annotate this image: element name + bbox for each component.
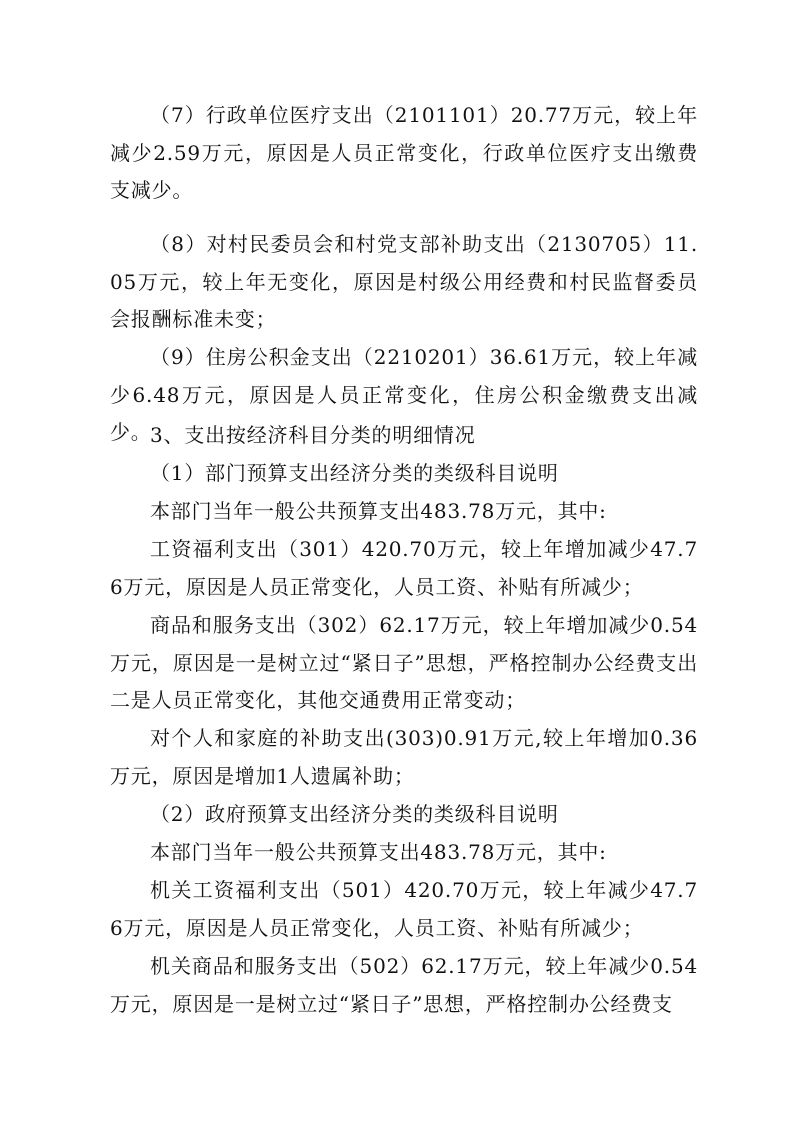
paragraph-salary-welfare: 工资福利支出（301）420.70万元，较上年增加减少47.76万元，原因是人员正常变化，人员工资、补贴有所减少； [110, 537, 698, 599]
subheading-department-budget: （1）部门预算支出经济分类的类级科目说明 [150, 461, 559, 485]
paragraph-department-total: 本部门当年一般公共预算支出483.78万元，其中: [150, 499, 607, 523]
paragraph-medical-expense: （7）行政单位医疗支出（2101101）20.77万元，较上年减少2.59万元，原因是人员正常变化，行政单位医疗支出缴费支减少。 [110, 103, 698, 202]
section-heading-economic-classification: 3、支出按经济科目分类的明细情况 [150, 423, 476, 447]
paragraph-government-total: 本部门当年一般公共预算支出483.78万元，其中: [150, 840, 607, 864]
subheading-government-budget: （2）政府预算支出经济分类的类级科目说明 [150, 802, 559, 826]
paragraph-agency-salary-welfare: 机关工资福利支出（501）420.70万元，较上年减少47.76万元，原因是人员正常变化，人员工资、补贴有所减少； [110, 878, 698, 940]
paragraph-agency-goods-services: 机关商品和服务支出（502）62.17万元，较上年减少0.54万元，原因是一是树立过“紧日子”思想，严格控制办公经费支 [110, 954, 698, 1016]
paragraph-housing-fund: （9）住房公积金支出（2210201）36.61万元，较上年减少6.48万元，原因是人员正常变化，住房公积金缴费支出减少。 [110, 345, 698, 444]
paragraph-family-subsidy: 对个人和家庭的补助支出(303)0.91万元,较上年增加0.36万元，原因是增加1人遗属补助； [110, 726, 698, 788]
paragraph-goods-services: 商品和服务支出（302）62.17万元，较上年增加减少0.54万元，原因是一是树立过“紧日子”思想，严格控制办公经费支出二是人员正常变化，其他交通费用正常变动； [110, 613, 698, 712]
paragraph-village-committee-subsidy: （8）对村民委员会和村党支部补助支出（2130705）11.05万元，较上年无变化，原因是村级公用经费和村民监督委员会报酬标准未变； [110, 232, 698, 331]
